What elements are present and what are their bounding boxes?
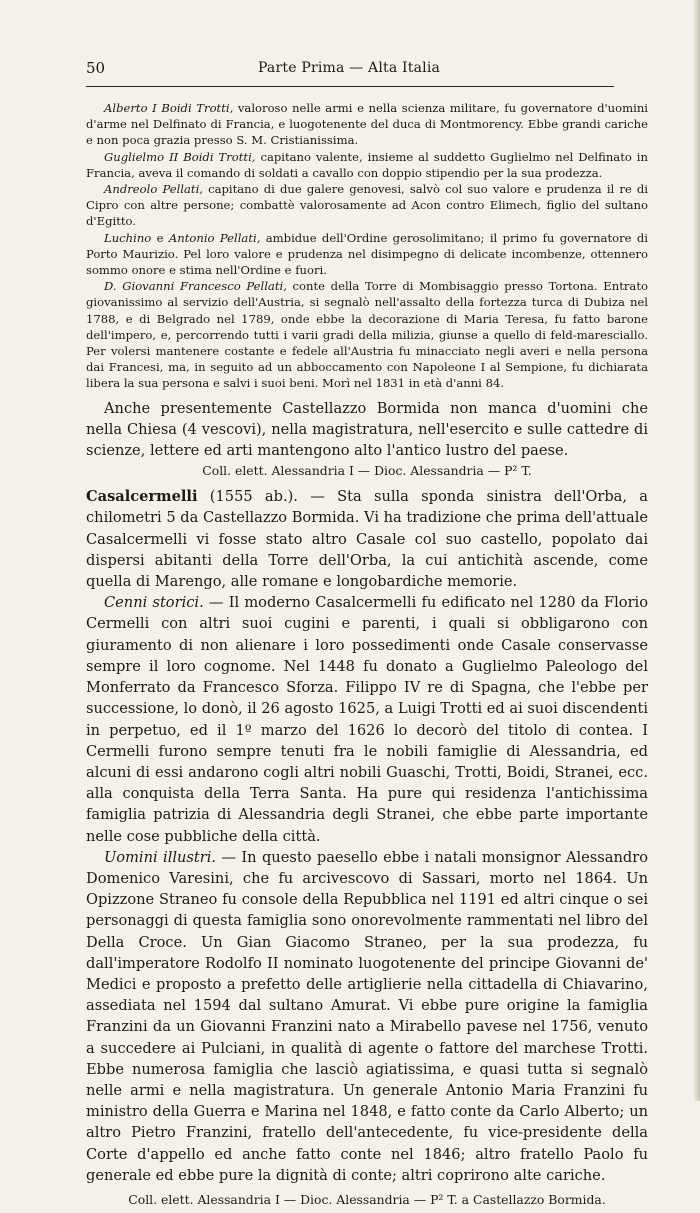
notable-text: capitano di due galere genovesi, salvò col suo valore e prudenza il re di Cipro con altre persone; combattè valorosamente ad Acon contro Elimech, figlio del sultano d'Egitto.: [86, 182, 648, 229]
casalcermelli-entry: [86, 486, 648, 1186]
illustri-heading: Uomini illustri.: [104, 848, 217, 866]
history-paragraph: [86, 592, 648, 846]
notable-text: capitano valente, insieme al suddetto Guglielmo nel Delfinato in Francia, aveva il comando di soldati a cavallo con doppio stipendio per la sua prodezza.: [86, 149, 648, 180]
notable-name: Luchino: [104, 230, 152, 245]
header-rule: [86, 86, 614, 87]
page-number: 50: [86, 59, 106, 77]
running-title: Parte Prima — Alta Italia: [257, 60, 441, 76]
notable-paragraph: [86, 181, 648, 230]
notable-text: conte della Torre di Mombisaggio presso Tortona. Entrato giovanissimo al servizio dell'Austria, si segnalò nell'assalto della fortezza turca di Dubiza nel 1788, e di Belgrado nel 1789, onde ebbe la decorazione di Maria Teresa, fu fatto barone dell'impero, e, percorrendo tutti i varii gradi della milizia, giunse a quello di feld-maresciallo. Per volersi mantenere costante e fedele all'Austria fu minacciato negli averi e nella persona dai Francesi, ma, in seguito ad un abboccamento con Napoleone I al Sempione, fu dichiarata libera la sua persona e salvi i suoi beni. Morì nel 1831 in età d'anni 84.: [86, 279, 648, 391]
notable-text: valoroso nelle armi e nella scienza militare, fu governatore d'uomini d'arme nel Delfinato di Francia, e luogotenente del duca di Montmorency. Ebbe grandi cariche e non poca grazia presso S. M. Cristianissima.: [86, 101, 648, 148]
entry-name: Casalcermelli: [86, 488, 198, 506]
history-heading: Cenni storici.: [104, 594, 204, 612]
illustri-text: — In questo paesello ebbe i natali monsignor Alessandro Domenico Varesini, che fu arcivescovo di Sassari, morto nel 1864. Un Opizzone Straneo fu console della Repubblica nel 1191 ed altri cinque o sei personaggi di questa famiglia sono onorevolmente rammentati nel libro del Della Croce. Un Gian Giacomo Straneo, per la sua prodezza, fu dall'imperatore Rodolfo II nominato luogotenente del principe Giovanni de' Medici e proposto a prefetto delle artiglierie nella cittadella di Chiavarino, assediata nel 1594 dal sultano Amurat. Vi ebbe pure origine la famiglia Franzini da un Giovanni Franzini nato a Mirabello pavese nel 1756, venuto a succedere ai Pulciani, in qualità di agente o fattore del marchese Trotti. Ebbe numerosa famiglia che lasciò agiatissima, e quasi tutta si segnalò nelle armi e nella magistratura. Un generale Antonio Maria Franzini fu ministro della Guerra e Marina nel 1848, e fatto conte da Carlo Alberto; un altro Pietro Franzini, fratello dell'antecedente, fu vice-presidente della Corte d'appello ed anche fatto conte nel 1846; altro fratello Paolo fu generale ed ebbe pure la dignità di conte; altri coprirono alte cariche.: [86, 848, 648, 1184]
notable-name: Alberto I Boidi Trotti,: [104, 101, 234, 115]
notable-name: Antonio Pellati,: [168, 230, 261, 245]
closing-signature: Coll. elett. Alessandria I — Dioc. Alessandria — P² T.: [202, 463, 532, 479]
closing-paragraph: Anche presentemente Castellazzo Bormida non manca d'uomini che nella Chiesa (4 vescovi), nella magistratura, nell'esercito e sulle cattedre di scienze, lettere ed arti mantengono alto l'antico lustro del paese.: [86, 399, 648, 460]
notable-name: D. Giovanni Francesco Pellati,: [104, 279, 287, 294]
history-text: — Il moderno Casalcermelli fu edificato nel 1280 da Florio Cermelli con altri suoi cugini e parenti, i quali si obbligarono con giuramento di non alienare i loro possedimenti onde Casale conservasse sempre il loro cognome. Nel 1448 fu donato a Guglielmo Paleologo del Monferrato da Francesco Sforza. Filippo IV re di Spagna, che l'ebbe per successione, lo donò, il 26 agosto 1625, a Luigi Trotti ed ai suoi discendenti in perpetuo, ed il 1º marzo del 1626 lo decorò del titolo di contea. I Cermelli furono sempre tenuti fra le nobili famiglie di Alessandria, ed alcuni di essi andarono cogli altri nobili Guaschi, Trotti, Boidi, Stranei, ecc. alla conquista della Terra Santa. Ha pure qui residenza l'antichissima famiglia patrizia di Alessandria degli Stranei, che ebbe parte importante nelle cose pubbliche della città.: [86, 594, 649, 845]
notable-paragraph: [86, 230, 648, 279]
page-body: [86, 100, 648, 1213]
illustri-paragraph: [86, 847, 648, 1186]
page-edge: [694, 0, 700, 1101]
page-header: [86, 58, 612, 82]
notables-list: [86, 100, 648, 392]
notable-name: Guglielmo II Boidi Trotti,: [104, 149, 256, 164]
notable-paragraph: [86, 149, 648, 181]
notable-paragraph: [86, 100, 648, 149]
entry-intro: [86, 486, 648, 592]
notable-name: Andreolo Pellati,: [104, 182, 203, 197]
notable-joiner: e: [151, 230, 169, 245]
notable-paragraph: [86, 278, 648, 391]
castellazzo-closing: [86, 398, 648, 462]
entry-intro-text: (1555 ab.). — Sta sulla sponda sinistra dell'Orba, a chilometri 5 da Castellazzo Bormida. Vi ha tradizione che prima dell'attuale Casalcermelli vi fosse stato altro Casale col suo castello, popolato dai dispersi abitanti della Torre dell'Orba, la cui antichità ascende, come quella di Marengo, alle romane e longobardiche memorie.: [86, 488, 648, 591]
notable-text: ambidue dell'Ordine gerosolimitano; il primo fu governatore di Porto Maurizio. Pel loro valore e prudenza nel disimpegno di delicate incombenze, ottennero sommo onore e stima nell'Ordine e fuori.: [86, 230, 648, 278]
entry-signature: Coll. elett. Alessandria I — Dioc. Alessandria — P² T. a Castellazzo Bormida.: [128, 1191, 606, 1207]
